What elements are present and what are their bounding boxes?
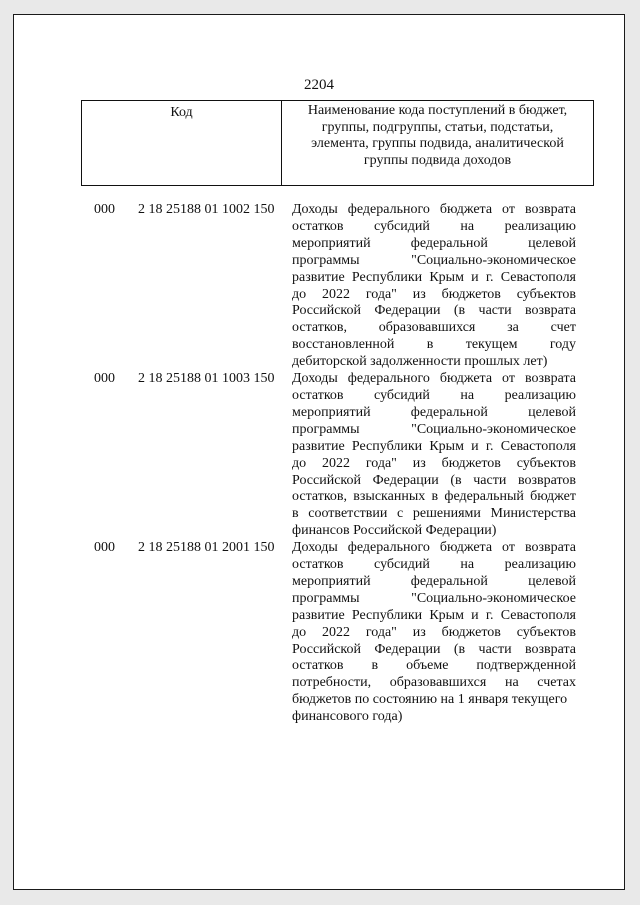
description-line: Доходы федерального бюджета от возврата	[292, 540, 576, 556]
income-description	[292, 202, 576, 371]
description-line: развитие Республики Крым и г. Севастополя	[292, 607, 576, 623]
header-name-line: элемента, группы подвида, аналитической	[311, 136, 564, 151]
description-line: программы "Социально-экономическое	[292, 590, 576, 606]
description-line: остатков субсидий на реализацию	[292, 557, 576, 573]
description-line: остатков субсидий на реализацию	[292, 387, 576, 403]
table-row	[14, 202, 625, 371]
description-line: Доходы федерального бюджета от возврата	[292, 371, 576, 387]
income-description	[292, 540, 576, 726]
description-line: финансов Российской Федерации)	[292, 523, 497, 539]
admin-code: 000	[94, 540, 115, 556]
description-line: Доходы федерального бюджета от возврата	[292, 202, 576, 217]
description-line: мероприятий федеральной целевой	[292, 573, 576, 589]
description-line: финансового года)	[292, 709, 403, 725]
header-name-cell	[282, 101, 593, 185]
description-line: до 2022 года" из бюджетов субъектов	[292, 286, 576, 302]
description-line: остатков в объеме подтвержденной	[292, 658, 576, 674]
description-line: программы "Социально-экономическое	[292, 252, 576, 268]
description-line: мероприятий федеральной целевой	[292, 404, 576, 420]
description-line: потребности, образовавшихся на счетах	[292, 675, 576, 691]
description-line: Российской Федерации (в части возврата	[292, 641, 576, 657]
description-line: развитие Республики Крым и г. Севастополя	[292, 269, 576, 285]
document-page	[13, 14, 625, 890]
description-line: бюджетов по состоянию на 1 января текущего	[292, 692, 568, 708]
header-code-cell: Код	[82, 101, 282, 185]
income-code: 2 18 25188 01 2001 150	[138, 540, 275, 556]
header-name-line: группы подвида доходов	[363, 152, 512, 168]
description-line: восстановленной в текущем году	[292, 337, 576, 353]
income-description	[292, 371, 576, 540]
admin-code: 000	[94, 202, 115, 217]
page-number: 2204	[304, 77, 334, 93]
admin-code: 000	[94, 371, 115, 387]
table-header	[81, 100, 594, 186]
description-line: программы "Социально-экономическое	[292, 421, 576, 437]
description-line: остатков, образовавшихся за счет	[292, 320, 576, 336]
income-code: 2 18 25188 01 1003 150	[138, 371, 275, 387]
description-line: остатков, взысканных в федеральный бюджет	[292, 489, 576, 505]
description-line: до 2022 года" из бюджетов субъектов	[292, 455, 576, 471]
description-line: в соответствии с решениями Министерства	[292, 506, 576, 522]
header-name-line: Наименование кода поступлений в бюджет,	[307, 103, 568, 118]
description-line: остатков субсидий на реализацию	[292, 218, 576, 234]
description-line: Российской Федерации (в части возвратов	[292, 472, 576, 488]
description-line: до 2022 года" из бюджетов субъектов	[292, 624, 576, 640]
description-line: дебиторской задолженности прошлых лет)	[292, 354, 548, 370]
income-code: 2 18 25188 01 1002 150	[138, 202, 275, 217]
header-name-line: группы, подгруппы, статьи, подстатьи,	[321, 119, 554, 135]
table-row	[14, 540, 625, 726]
description-line: развитие Республики Крым и г. Севастополя	[292, 438, 576, 454]
table-row	[14, 371, 625, 540]
description-line: Российской Федерации (в части возврата	[292, 303, 576, 319]
table-body	[14, 190, 625, 726]
description-line: мероприятий федеральной целевой	[292, 235, 576, 251]
